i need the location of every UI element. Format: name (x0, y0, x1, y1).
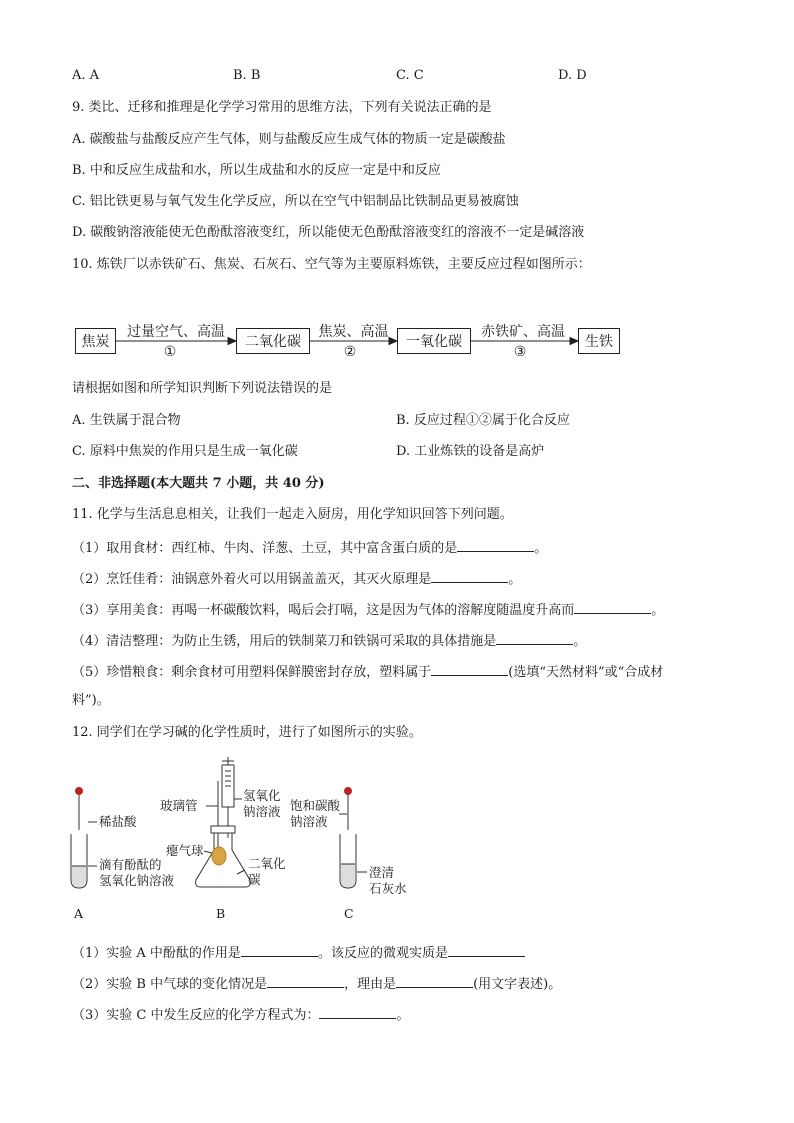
figure-label-c: C (344, 906, 354, 921)
q11-item-1-after: 。 (534, 541, 548, 556)
b-stopper (211, 826, 235, 833)
q12-item-2-text: （2）实验 B 中气球的变化情况是 (72, 977, 268, 992)
a-tube-liquid (72, 866, 86, 887)
b-balloon-label: 瘪气球 (166, 843, 204, 858)
q12-item-1 (72, 942, 525, 963)
q11-stem: 11. 化学与生活息息相关，让我们一起走入厨房，用化学知识回答下列问题。 (72, 507, 513, 522)
flow-arrow-3-num: ③ (513, 344, 527, 360)
q11-item-3-text: （3）享用美食：再喝一杯碳酸饮料，喝后会打嗝，这是因为气体的溶解度随温度升高而 (72, 603, 575, 618)
q12-item-3-blank[interactable] (319, 1004, 396, 1019)
b-gas-label-2: 碳 (248, 872, 261, 887)
c-tube-label-2: 石灰水 (369, 881, 407, 896)
q12-item-1-blank-2[interactable] (448, 942, 525, 957)
flow-box-co2: 二氧化碳 (236, 328, 310, 354)
q12-item-1-text: （1）实验 A 中酚酞的作用是 (72, 946, 241, 961)
q8-option-d: D. D (558, 68, 587, 83)
q12-stem: 12. 同学们在学习碱的化学性质时，进行了如图所示的实验。 (72, 725, 422, 740)
q12-item-1-blank-1[interactable] (241, 942, 318, 957)
q12-item-1-mid: 。该反应的微观实质是 (317, 946, 448, 961)
q10-prompt: 请根据如图和所学知识判断下列说法错误的是 (72, 381, 333, 396)
q12-item-3-text: （3）实验 C 中发生反应的化学方程式为： (72, 1008, 320, 1023)
flow-arrow-2-label: 焦炭、高温 (318, 324, 389, 340)
q8-option-a: A. A (72, 68, 100, 83)
a-dropper-label: 稀盐酸 (99, 814, 137, 829)
q12-item-2-after: (用文字表述)。 (473, 977, 562, 992)
figure-label-b: B (216, 906, 226, 921)
q9-stem: 9. 类比、迁移和推理是化学学习常用的思维方法，下列有关说法正确的是 (72, 100, 492, 115)
q10-option-c: C. 原料中焦炭的作用只是生成一氧化碳 (72, 444, 298, 459)
q11-item-4-text: （4）清洁整理：为防止生锈，用后的铁制菜刀和铁锅可采取的具体措施是 (72, 634, 497, 649)
q12-item-3-after: 。 (396, 1008, 410, 1023)
b-balloon (212, 847, 226, 865)
section-2-heading: 二、非选择题(本大题共 7 小题，共 40 分) (72, 476, 325, 491)
q10-option-d: D. 工业炼铁的设备是高炉 (396, 444, 545, 459)
q12-item-3 (72, 1004, 410, 1025)
b-glass-label: 玻璃管 (160, 798, 198, 813)
q12-item-2-blank-2[interactable] (396, 973, 473, 988)
a-dropper-bulb (76, 788, 83, 795)
q9-option-d: D. 碳酸钠溶液能使无色酚酞溶液变红，所以能使无色酚酞溶液变红的溶液不一定是碱溶液 (72, 225, 585, 240)
flow-arrow-3-label: 赤铁矿、高温 (481, 324, 565, 340)
b-syringe-label-2: 钠溶液 (243, 804, 281, 819)
b-syringe-label-1: 氢氧化 (243, 788, 281, 803)
flow-box-co: 一氧化碳 (397, 328, 471, 354)
q11-item-4-after: 。 (573, 634, 587, 649)
flow-arrow-1-num: ① (163, 344, 177, 360)
q8-option-c: C. C (396, 68, 424, 83)
q12-item-2-blank-1[interactable] (267, 973, 344, 988)
q9-option-a: A. 碳酸盐与盐酸反应产生气体，则与盐酸反应生成气体的物质一定是碳酸盐 (72, 132, 506, 147)
c-dropper-label-1: 饱和碳酸 (290, 798, 341, 813)
flow-arrow-1-label: 过量空气、高温 (127, 324, 225, 340)
a-tube-label-2: 氢氧化钠溶液 (99, 873, 175, 888)
q10-stem: 10. 炼铁厂以赤铁矿石、焦炭、石灰石、空气等为主要原料炼铁，主要反应过程如图所示： (72, 257, 591, 272)
q11-item-5-text: （5）珍惜粮食：剩余食材可用塑料保鲜膜密封存放，塑料属于 (72, 665, 432, 680)
c-dropper-label-2: 钠溶液 (290, 814, 328, 829)
figure-label-a: A (74, 906, 84, 921)
q11-item-3-after: 。 (651, 603, 665, 618)
q9-option-c: C. 铝比铁更易与氧气发生化学反应，所以在空气中铝制品比铁制品更易被腐蚀 (72, 194, 519, 209)
q11-item-1-text: （1）取用食材：西红柿、牛肉、洋葱、土豆，其中富含蛋白质的是 (72, 541, 458, 556)
q12-item-2 (72, 973, 561, 994)
c-tube-liquid (341, 864, 355, 887)
q11-item-2-after: 。 (508, 572, 522, 587)
q9-option-b: B. 中和反应生成盐和水，所以生成盐和水的反应一定是中和反应 (72, 163, 441, 178)
q10-option-a: A. 生铁属于混合物 (72, 413, 181, 428)
c-dropper-bulb (345, 788, 352, 795)
q11-item-5-after: (选填“天然材料”或“合成材 (508, 665, 664, 680)
flow-arrow-2-num: ② (343, 344, 357, 360)
q11-item-5-line2: 料”)。 (72, 693, 110, 708)
c-tube-label-1: 澄清 (369, 865, 395, 880)
flow-box-coke: 焦炭 (75, 328, 116, 354)
q8-option-b: B. B (233, 68, 261, 83)
q12-item-2-mid: ，理由是 (344, 977, 397, 992)
q11-item-2-text: （2）烹饪佳肴：油锅意外着火可以用锅盖盖灭，其灭火原理是 (72, 572, 432, 587)
q10-option-b: B. 反应过程①②属于化合反应 (396, 413, 570, 428)
flow-box-pig-iron: 生铁 (578, 328, 620, 354)
b-gas-label-1: 二氧化 (248, 856, 286, 871)
a-tube-label-1: 滴有酚酞的 (99, 857, 162, 872)
